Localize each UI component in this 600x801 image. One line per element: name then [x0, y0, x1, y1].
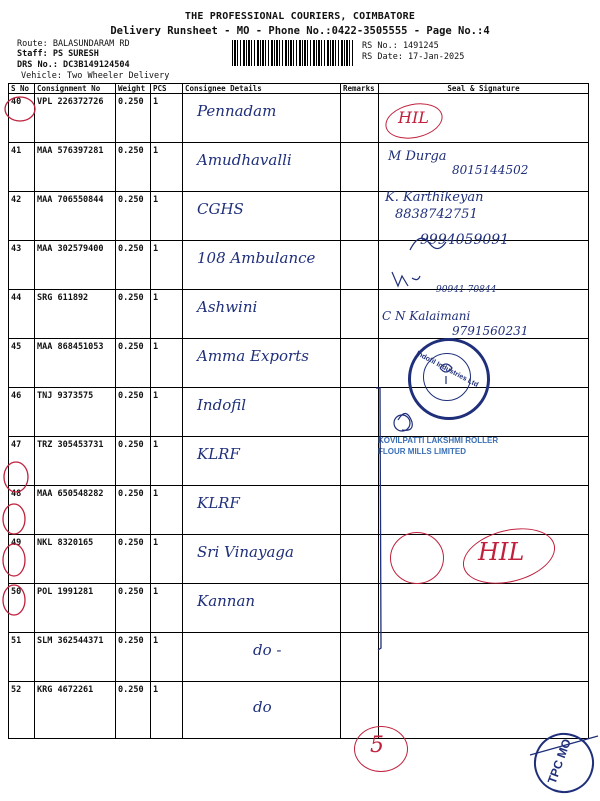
row-weight: 0.250 — [116, 682, 151, 739]
tpc-stamp-label: TPC MO — [544, 736, 574, 786]
signature-42-name: K. Karthikeyan — [385, 190, 484, 205]
row-pcs: 1 — [151, 584, 183, 633]
route-label: Route: BALASUNDARAM RD — [17, 39, 130, 49]
hil-stamp-text: HIL — [398, 108, 429, 127]
row-sno: 47 — [9, 437, 35, 486]
vehicle-label: Vehicle: Two Wheeler Delivery — [21, 71, 170, 81]
row-sno: 45 — [9, 339, 35, 388]
row-sno: 42 — [9, 192, 35, 241]
row-pcs: 1 — [151, 339, 183, 388]
row-pcs: 1 — [151, 94, 183, 143]
row-sno: 49 — [9, 535, 35, 584]
signature-scribble-44 — [392, 272, 420, 286]
row-consignee: Amudhavalli — [183, 143, 341, 192]
row-consignee: do - — [183, 633, 341, 682]
signature-43-phone: 9994059091 — [420, 232, 510, 248]
row-consignee: 108 Ambulance — [183, 241, 341, 290]
signature-45-phone: 9791560231 — [452, 324, 529, 338]
col-pcs: PCS — [151, 84, 183, 94]
signature-44-phone: 90941-70844 — [436, 285, 497, 295]
row-sno: 44 — [9, 290, 35, 339]
row-consignee: do — [183, 682, 341, 739]
row-sno: 52 — [9, 682, 35, 739]
row-pcs: 1 — [151, 437, 183, 486]
row-consignment-no: SRG 611892 — [35, 290, 116, 339]
signature-41-name: M Durga — [388, 149, 447, 164]
row-consignment-no: TRZ 305453731 — [35, 437, 116, 486]
row-consignee: Indofil — [183, 388, 341, 437]
row-weight: 0.250 — [116, 241, 151, 290]
row-weight: 0.250 — [116, 437, 151, 486]
row-sno: 51 — [9, 633, 35, 682]
row-weight: 0.250 — [116, 143, 151, 192]
row-consignment-no: MAA 706550844 — [35, 192, 116, 241]
indofil-seal-text: Indofil Industries Ltd — [414, 350, 480, 389]
row-consignment-no: VPL 226372726 — [35, 94, 116, 143]
sno-circle-52 — [3, 585, 25, 615]
signature-scribble-43 — [410, 238, 446, 250]
row-consignee: Pennadam — [183, 94, 341, 143]
row-consignee: KLRF — [183, 437, 341, 486]
row-sno: 50 — [9, 584, 35, 633]
row-weight: 0.250 — [116, 290, 151, 339]
indofil-seal-mark — [440, 364, 452, 384]
row-pcs: 1 — [151, 535, 183, 584]
runsheet-subtitle: Delivery Runsheet - MO - Phone No.:0422-3505555 - Page No.:4 — [110, 25, 490, 37]
col-sno: S No — [9, 84, 35, 94]
row-consignment-no: POL 1991281 — [35, 584, 116, 633]
signature-42-phone: 8838742751 — [395, 207, 478, 222]
row-sno: 43 — [9, 241, 35, 290]
row-pcs: 1 — [151, 290, 183, 339]
row-pcs: 1 — [151, 486, 183, 535]
row-consignment-no: MAA 302579400 — [35, 241, 116, 290]
kovilpatti-stamp-line2: FLOUR MILLS LIMITED — [378, 447, 466, 456]
row-sno: 46 — [9, 388, 35, 437]
row-weight: 0.250 — [116, 192, 151, 241]
sno-circle-49 — [4, 462, 28, 492]
col-remarks: Remarks — [341, 84, 379, 94]
row-weight: 0.250 — [116, 584, 151, 633]
row-pcs: 1 — [151, 192, 183, 241]
row-consignment-no: MAA 868451053 — [35, 339, 116, 388]
hil-stamp-text-2: HIL — [478, 538, 525, 566]
col-consignee-details: Consignee Details — [183, 84, 341, 94]
rs-number: RS No.: 1491245 — [362, 41, 439, 51]
row-weight: 0.250 — [116, 535, 151, 584]
row-consignment-no: NKL 8320165 — [35, 535, 116, 584]
row-weight: 0.250 — [116, 486, 151, 535]
row-consignee: KLRF — [183, 486, 341, 535]
kovilpatti-stamp-line1: KOVILPATTI LAKSHMI ROLLER — [378, 436, 499, 445]
row-consignment-no: MAA 576397281 — [35, 143, 116, 192]
row-consignment-no: TNJ 9373575 — [35, 388, 116, 437]
drs-number: DRS No.: DC3B149124504 — [17, 60, 130, 70]
sno-circle-40 — [5, 97, 35, 121]
row-consignment-no: SLM 362544371 — [35, 633, 116, 682]
row-pcs: 1 — [151, 682, 183, 739]
col-weight: Weight — [116, 84, 151, 94]
rs-date: RS Date: 17-Jan-2025 — [362, 52, 465, 62]
row-pcs: 1 — [151, 241, 183, 290]
staff-label: Staff: PS SURESH — [17, 49, 99, 59]
row-weight: 0.250 — [116, 339, 151, 388]
row-consignment-no: KRG 4672261 — [35, 682, 116, 739]
sno-circle-51 — [3, 544, 25, 576]
tpc-stamp-slash — [530, 736, 598, 755]
row-consignee: Sri Vinayaga — [183, 535, 341, 584]
row-pcs: 1 — [151, 633, 183, 682]
row-pcs: 1 — [151, 143, 183, 192]
ink-bracket-line — [376, 388, 381, 650]
signature-45-name: C N Kalaimani — [382, 309, 471, 323]
row-consignee: Kannan — [183, 584, 341, 633]
row-consignee: Amma Exports — [183, 339, 341, 388]
row-sno: 48 — [9, 486, 35, 535]
row-pcs: 1 — [151, 388, 183, 437]
signature-41-phone: 8015144502 — [452, 163, 529, 177]
small-ink-circle-48 — [394, 415, 410, 431]
col-seal-signature: Seal & Signature — [379, 84, 589, 94]
col-consignment-no: Consignment No — [35, 84, 116, 94]
row-weight: 0.250 — [116, 388, 151, 437]
document-title: THE PROFESSIONAL COURIERS, COIMBATORE — [184, 11, 416, 22]
row-weight: 0.250 — [116, 94, 151, 143]
row-consignee: CGHS — [183, 192, 341, 241]
row-consignee: Ashwini — [183, 290, 341, 339]
row-consignment-no: MAA 650548282 — [35, 486, 116, 535]
row-sno: 41 — [9, 143, 35, 192]
row-weight: 0.250 — [116, 633, 151, 682]
row-sno: 40 — [9, 94, 35, 143]
circled-number: 5 — [370, 733, 384, 758]
sno-circle-50 — [3, 504, 25, 534]
